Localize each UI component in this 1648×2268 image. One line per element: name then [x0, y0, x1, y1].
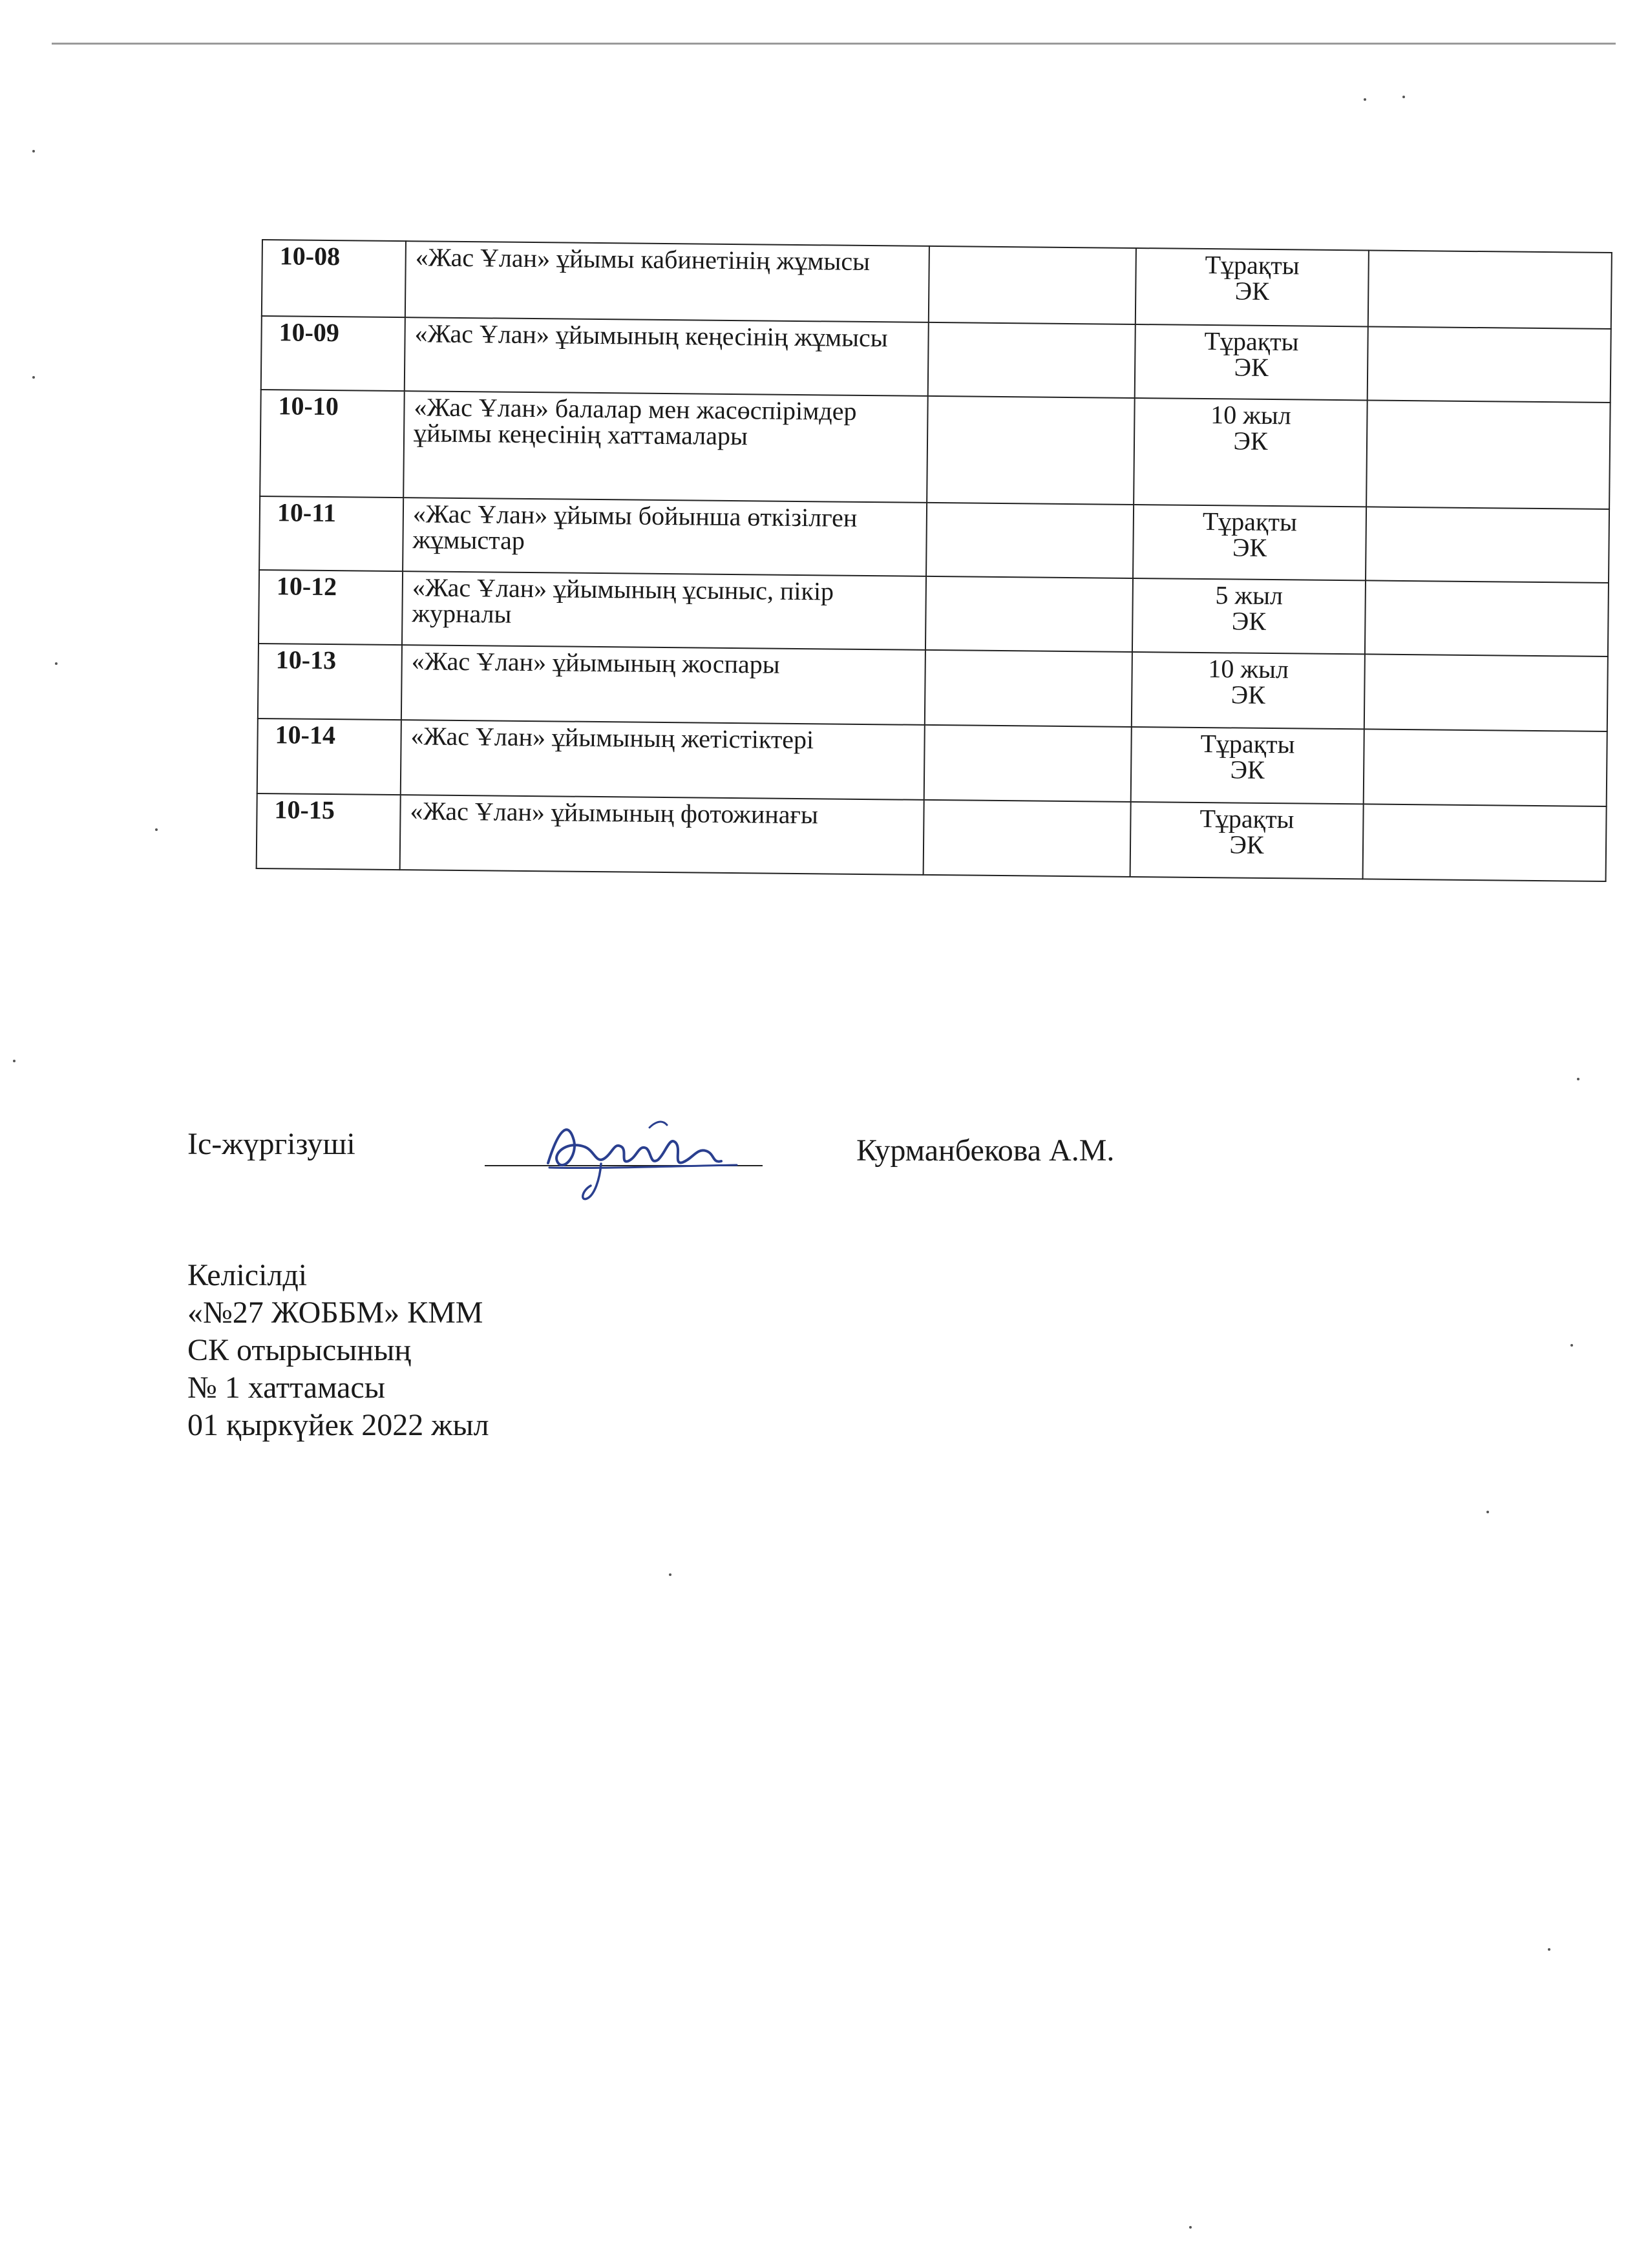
- term-duration: Тұрақты: [1202, 506, 1298, 537]
- row-note-cell: [1365, 580, 1609, 656]
- row-index: 10-14: [257, 719, 401, 795]
- signer-name: Курманбекова А.М.: [856, 1133, 1115, 1168]
- table-row: [257, 719, 1607, 806]
- row-index: 10-10: [260, 390, 405, 498]
- row-retention-term: [1132, 652, 1365, 729]
- scan-speck: [1486, 1511, 1489, 1513]
- approval-organization: «№27 ЖОББМ» КММ: [187, 1296, 483, 1330]
- scan-speck: [669, 1573, 671, 1576]
- row-index: 10-13: [258, 644, 402, 720]
- row-index: 10-15: [257, 793, 401, 870]
- term-duration: 5 жыл: [1215, 580, 1284, 611]
- row-title: «Жас Ұлан» ұйымы бойынша өткізілген жұмыстар: [403, 498, 927, 576]
- approval-block: [187, 1257, 489, 1444]
- row-title: «Жас Ұлан» ұйымының ұсыныс, пікір журналы: [402, 571, 926, 650]
- scan-speck: [32, 376, 35, 379]
- term-mark: ЭК: [1231, 680, 1266, 709]
- row-blank-cell: [929, 246, 1136, 324]
- scan-speck: [1364, 98, 1366, 101]
- row-title: «Жас Ұлан» ұйымының жоспары: [401, 645, 925, 725]
- approval-date: 01 қыркүйек 2022 жыл: [187, 1408, 489, 1442]
- table-row: [261, 316, 1611, 403]
- row-blank-cell: [927, 396, 1135, 505]
- term-duration: Тұрақты: [1200, 728, 1295, 759]
- term-duration: Тұрақты: [1199, 803, 1294, 834]
- term-duration: Тұрақты: [1205, 250, 1300, 280]
- row-retention-term: [1134, 398, 1368, 507]
- signature-block: [187, 1102, 1221, 1205]
- row-retention-term: [1133, 505, 1366, 580]
- signer-role: Іс-жүргізуші: [187, 1127, 355, 1161]
- scan-speck: [1402, 96, 1405, 98]
- scan-speck: [1189, 2226, 1192, 2229]
- term-duration: 10 жыл: [1208, 654, 1289, 684]
- row-title: «Жас Ұлан» ұйымының фотожинағы: [400, 795, 924, 875]
- row-retention-term: [1136, 248, 1369, 326]
- row-index: 10-08: [262, 240, 406, 317]
- row-title: «Жас Ұлан» балалар мен жасөспірімдер ұйымы кеңесінің хаттамалары: [403, 391, 928, 503]
- scan-speck: [1548, 1948, 1550, 1951]
- approval-council: СК отырысының: [187, 1333, 412, 1367]
- table-row: [258, 644, 1608, 731]
- term-mark: ЭК: [1234, 352, 1269, 382]
- scan-speck: [32, 150, 35, 152]
- row-retention-term: [1130, 802, 1364, 879]
- term-mark: ЭК: [1229, 830, 1264, 859]
- row-note-cell: [1363, 804, 1607, 881]
- term-mark: ЭК: [1234, 276, 1270, 306]
- term-mark: ЭК: [1232, 532, 1267, 562]
- row-retention-term: [1131, 727, 1364, 804]
- term-duration: Тұрақты: [1204, 326, 1299, 357]
- term-mark: ЭК: [1231, 606, 1267, 636]
- scan-speck: [55, 662, 58, 665]
- row-blank-cell: [924, 800, 1131, 877]
- scan-speck: [1577, 1078, 1579, 1080]
- row-blank-cell: [924, 725, 1132, 802]
- table-row: [259, 570, 1609, 656]
- row-note-cell: [1368, 326, 1611, 403]
- row-note-cell: [1366, 507, 1609, 583]
- approval-protocol-number: № 1 хаттамасы: [187, 1370, 385, 1405]
- row-title: «Жас Ұлан» ұйымының кеңесінің жұмысы: [405, 317, 929, 396]
- row-index: 10-11: [259, 496, 403, 571]
- row-note-cell: [1368, 250, 1612, 329]
- row-title: «Жас Ұлан» ұйымының жетістіктері: [401, 720, 925, 800]
- table-row: [259, 496, 1609, 583]
- approval-heading: Келісілді: [187, 1258, 308, 1292]
- row-note-cell: [1364, 654, 1608, 731]
- scan-speck: [155, 828, 158, 831]
- handwritten-signature: [523, 1102, 743, 1205]
- row-title: «Жас Ұлан» ұйымы кабинетінің жұмысы: [405, 241, 929, 322]
- row-blank-cell: [926, 503, 1134, 578]
- term-duration: 10 жыл: [1210, 400, 1291, 430]
- term-mark: ЭК: [1233, 426, 1268, 456]
- row-note-cell: [1366, 400, 1611, 509]
- row-retention-term: [1132, 578, 1366, 654]
- row-index: 10-12: [259, 570, 403, 645]
- table-row: [257, 793, 1607, 881]
- term-mark: ЭК: [1230, 755, 1265, 784]
- row-blank-cell: [925, 650, 1132, 727]
- row-retention-term: [1135, 324, 1368, 400]
- row-blank-cell: [928, 322, 1136, 398]
- row-index: 10-09: [261, 316, 405, 391]
- scan-speck: [13, 1060, 16, 1062]
- table-row: [262, 240, 1612, 329]
- table-row: [260, 390, 1610, 509]
- scan-speck: [1570, 1344, 1573, 1347]
- row-note-cell: [1364, 729, 1607, 806]
- nomenclature-table: [256, 239, 1612, 882]
- row-blank-cell: [925, 576, 1133, 652]
- scan-edge-line: [52, 43, 1616, 45]
